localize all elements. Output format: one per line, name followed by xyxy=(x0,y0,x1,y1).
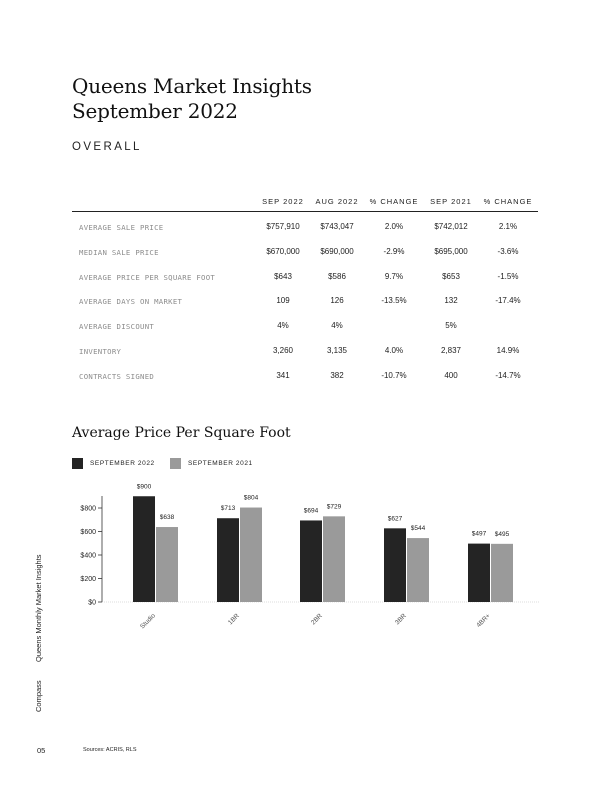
title-line-2: September 2022 xyxy=(72,99,238,123)
row-label: MEDIAN SALE PRICE xyxy=(79,247,159,257)
y-tick-label: $400 xyxy=(80,552,96,560)
table-cell: -3.6% xyxy=(497,246,519,256)
bar xyxy=(240,508,262,602)
row-label: AVERAGE PRICE PER SQUARE FOOT xyxy=(79,272,216,282)
y-tick-label: $200 xyxy=(80,576,96,583)
title-line-1: Queens Market Insights xyxy=(72,74,312,98)
bar xyxy=(300,520,322,602)
table-cell: 3,135 xyxy=(326,346,348,355)
table-cell: 3,260 xyxy=(272,346,294,355)
table-cell: 341 xyxy=(276,370,290,380)
table-cell: $742,012 xyxy=(434,222,468,231)
page-title xyxy=(72,74,312,124)
y-tick-label: $800 xyxy=(80,505,96,513)
column-header: SEP 2021 xyxy=(430,197,472,206)
bar xyxy=(217,518,239,602)
bar xyxy=(156,527,178,602)
table-cell: -10.7% xyxy=(381,370,407,380)
bar xyxy=(491,544,513,602)
bar-value-label: $627 xyxy=(387,515,403,523)
row-label: AVERAGE DAYS ON MARKET xyxy=(79,297,183,307)
table-cell: 4.0% xyxy=(384,346,404,355)
table-cell: -13.5% xyxy=(381,296,407,306)
table-cell: 2.0% xyxy=(384,222,404,231)
bar-value-label: $544 xyxy=(410,525,426,533)
row-label: CONTRACTS SIGNED xyxy=(79,371,155,381)
side-label-publication: Queens Monthly Market Insights xyxy=(34,554,43,662)
row-label: AVERAGE SALE PRICE xyxy=(79,223,164,232)
table-cell: -2.9% xyxy=(383,246,405,256)
column-header: % CHANGE xyxy=(369,197,419,206)
bar-value-label: $638 xyxy=(159,514,175,522)
x-category-label: 3BR xyxy=(394,612,408,627)
legend-label-sep-2022: SEPTEMBER 2022 xyxy=(90,460,155,467)
table-header-rule xyxy=(72,211,538,212)
table-cell: 109 xyxy=(276,296,290,306)
bar xyxy=(384,528,406,602)
legend-swatch-sep-2022 xyxy=(72,458,83,469)
bar-value-label: $713 xyxy=(220,505,236,513)
side-label-brand: Compass xyxy=(34,680,43,712)
legend-label-sep-2021: SEPTEMBER 2021 xyxy=(188,460,253,467)
table-cell: 4% xyxy=(277,321,289,331)
table-cell: $757,910 xyxy=(266,222,300,231)
x-category-label: 1BR xyxy=(227,612,241,627)
table-cell: 126 xyxy=(330,296,344,306)
table-cell: -17.4% xyxy=(495,296,521,306)
sources-note: Sources: ACRIS, RLS xyxy=(83,747,137,753)
table-cell: 5% xyxy=(445,321,457,331)
page-number: 05 xyxy=(37,746,46,755)
section-heading: OVERALL xyxy=(72,141,142,153)
table-cell: -14.7% xyxy=(495,370,521,380)
table-cell: 132 xyxy=(444,296,458,306)
table-cell: 4% xyxy=(331,321,343,331)
table-cell: $586 xyxy=(328,271,346,281)
bar xyxy=(468,544,490,602)
table-cell: $695,000 xyxy=(434,246,468,256)
table-cell: 14.9% xyxy=(496,346,520,355)
column-header: % CHANGE xyxy=(483,197,533,206)
bar-value-label: $495 xyxy=(494,530,510,538)
table-cell: 2,837 xyxy=(440,346,462,355)
table-cell: $743,047 xyxy=(320,222,354,231)
x-category-label: 2BR xyxy=(310,612,324,627)
table-cell: 382 xyxy=(330,370,344,380)
table-cell: $690,000 xyxy=(320,246,354,256)
bar xyxy=(133,496,155,602)
table-cell: $643 xyxy=(274,271,292,281)
table-cell: 9.7% xyxy=(384,271,404,281)
y-tick-label: $0 xyxy=(88,599,96,607)
column-header: AUG 2022 xyxy=(315,197,359,206)
y-tick-label: $600 xyxy=(80,529,96,536)
legend-swatch-sep-2021 xyxy=(170,458,181,469)
column-header: SEP 2022 xyxy=(262,197,304,206)
table-cell: 400 xyxy=(444,370,458,380)
table-cell: $670,000 xyxy=(266,246,300,256)
bar-value-label: $497 xyxy=(471,530,487,538)
x-category-label: 4BR+ xyxy=(475,612,492,630)
bar-value-label: $729 xyxy=(326,503,342,511)
table-cell: -1.5% xyxy=(497,271,519,281)
bar-value-label: $694 xyxy=(303,507,319,515)
bar xyxy=(323,516,345,602)
bar-value-label: $900 xyxy=(136,483,152,491)
x-category-label: Studio xyxy=(138,612,157,631)
row-label: INVENTORY xyxy=(79,347,122,356)
bar xyxy=(407,538,429,602)
chart-title: Average Price Per Square Foot xyxy=(72,425,291,441)
table-cell: 2.1% xyxy=(498,222,518,231)
row-label: AVERAGE DISCOUNT xyxy=(79,322,155,332)
bar-value-label: $804 xyxy=(243,494,259,502)
table-cell: $653 xyxy=(442,271,460,281)
